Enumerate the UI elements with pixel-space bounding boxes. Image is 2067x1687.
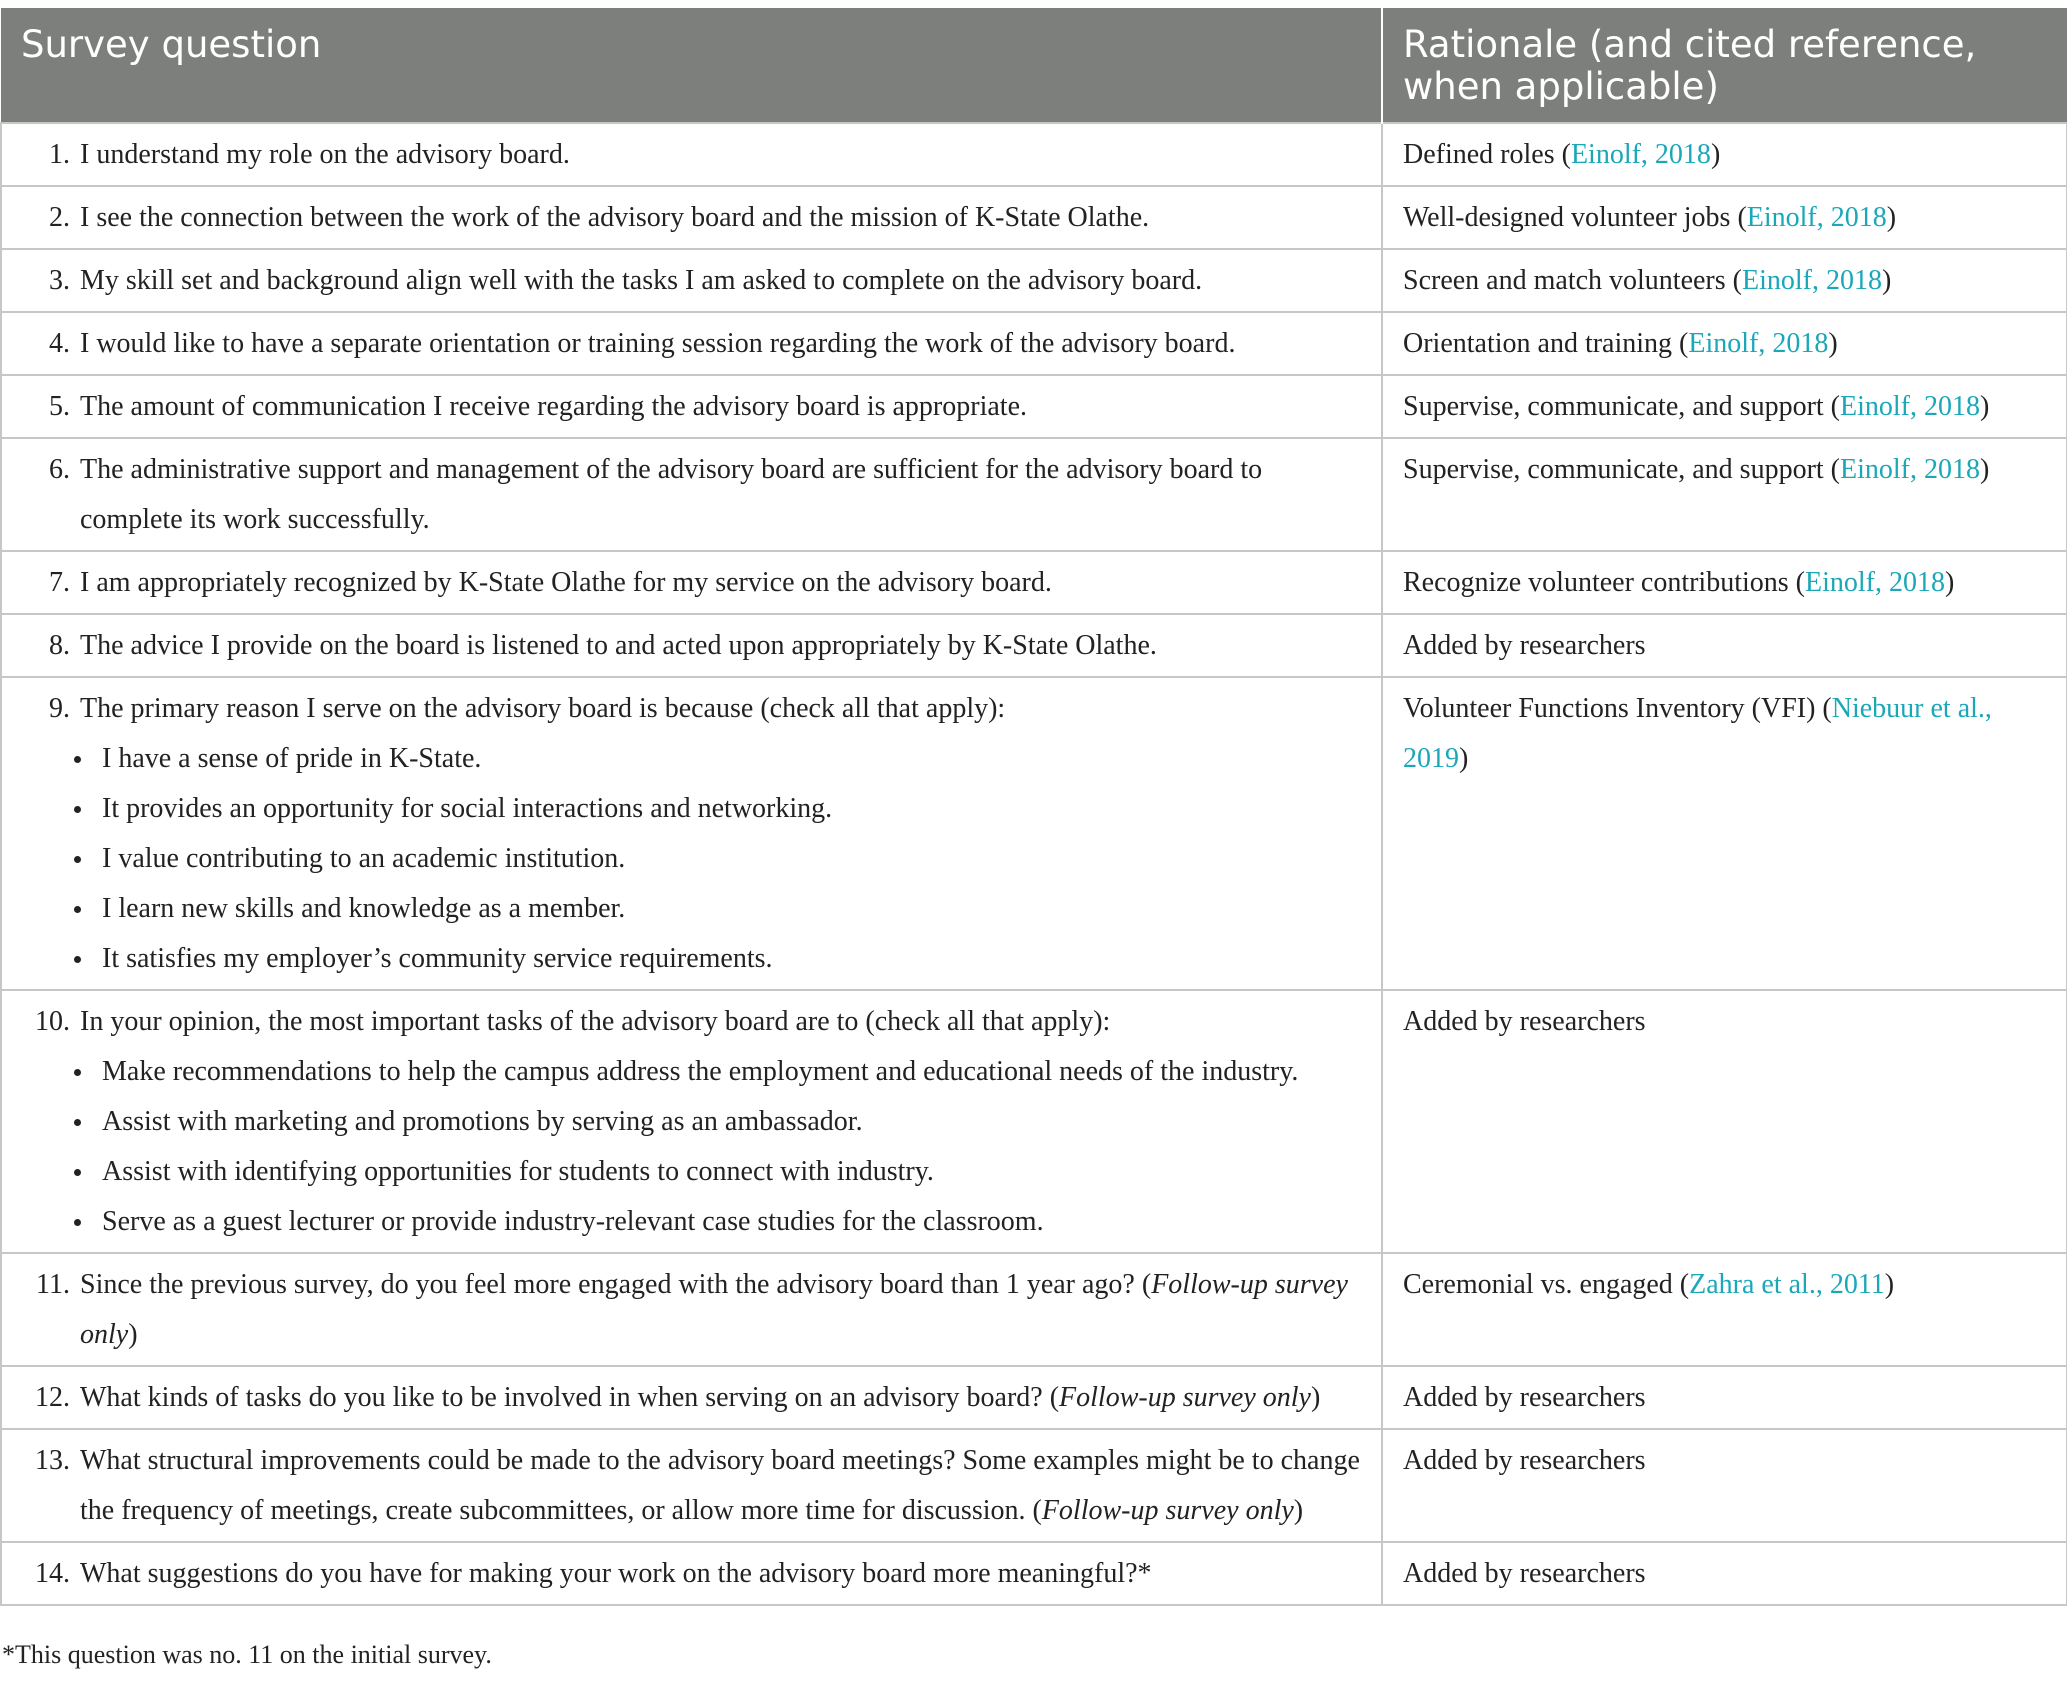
rationale-text: Added by researchers bbox=[1403, 1558, 1646, 1589]
question bbox=[22, 1436, 1361, 1536]
follow-up-note: Follow-up survey only bbox=[1059, 1382, 1311, 1413]
question bbox=[22, 997, 1361, 1047]
question-number: 9. bbox=[49, 693, 70, 724]
question-number: 6. bbox=[49, 454, 70, 485]
table-row bbox=[1, 438, 2067, 551]
question-text-main: In your opinion, the most important tasks of the advisory board are to (check all that apply): bbox=[80, 1006, 1111, 1037]
rationale-cell bbox=[1382, 551, 2067, 614]
rationale-cell bbox=[1382, 375, 2067, 438]
table-row bbox=[1, 990, 2067, 1253]
question-text-end: ) bbox=[1293, 1495, 1304, 1526]
table-row bbox=[1, 123, 2067, 186]
question-text bbox=[80, 445, 1361, 545]
question-number: 8. bbox=[49, 630, 70, 661]
option-item: I learn new skills and knowledge as a member. bbox=[70, 884, 1361, 934]
table-row bbox=[1, 249, 2067, 312]
rationale-text: Orientation and training ( bbox=[1403, 328, 1689, 359]
question-text-main: I would like to have a separate orientation or training session regarding the work of the advisory board. bbox=[80, 328, 1236, 359]
rationale-text-end: ) bbox=[1710, 139, 1721, 170]
survey-table-container bbox=[0, 8, 2066, 1606]
question-cell bbox=[1, 186, 1382, 249]
question-text-main: I understand my role on the advisory board. bbox=[80, 139, 570, 170]
table-body bbox=[1, 123, 2067, 1605]
rationale-text: Supervise, communicate, and support ( bbox=[1403, 391, 1841, 422]
citation-link[interactable]: Einolf, 2018 bbox=[1570, 139, 1711, 170]
rationale-cell bbox=[1382, 249, 2067, 312]
question bbox=[22, 1260, 1361, 1360]
question-number: 11. bbox=[36, 1269, 70, 1300]
question bbox=[22, 684, 1361, 734]
question-number: 7. bbox=[49, 567, 70, 598]
question bbox=[22, 1549, 1361, 1599]
question-text-main: I am appropriately recognized by K-State Olathe for my service on the advisory board. bbox=[80, 567, 1052, 598]
question-cell bbox=[1, 990, 1382, 1253]
question bbox=[22, 558, 1361, 608]
question-cell bbox=[1, 1429, 1382, 1542]
question-number: 14. bbox=[35, 1558, 70, 1589]
table-row bbox=[1, 1542, 2067, 1605]
citation-link[interactable]: Einolf, 2018 bbox=[1840, 391, 1981, 422]
rationale-cell bbox=[1382, 1366, 2067, 1429]
citation-link[interactable]: Niebuur et al., 2019 bbox=[1403, 693, 1992, 774]
option-item: Assist with marketing and promotions by serving as an ambassador. bbox=[70, 1097, 1361, 1147]
question-text-main: The administrative support and management of the advisory board are sufficient for the advisory board to complete its work successfully. bbox=[80, 454, 1263, 535]
rationale-cell bbox=[1382, 186, 2067, 249]
rationale-cell bbox=[1382, 677, 2067, 990]
question-text-main: What suggestions do you have for making your work on the advisory board more meaningful?* bbox=[80, 1558, 1152, 1589]
question-cell bbox=[1, 375, 1382, 438]
question-text bbox=[80, 382, 1361, 432]
question-text bbox=[80, 193, 1361, 243]
question-text-end: ) bbox=[128, 1319, 138, 1350]
rationale-text: Added by researchers bbox=[1403, 1382, 1646, 1413]
rationale-text-end: ) bbox=[1945, 567, 1955, 598]
question-text-end: ) bbox=[1310, 1382, 1321, 1413]
question-text-main: What structural improvements could be made to the advisory board meetings? Some examples might be to change the frequency of meetings, create subcommittees, or allow more time for discussion. ( bbox=[80, 1445, 1360, 1526]
question-number: 4. bbox=[49, 328, 70, 359]
option-item: I have a sense of pride in K-State. bbox=[70, 734, 1361, 784]
rationale-cell bbox=[1382, 1542, 2067, 1605]
citation-link[interactable]: Einolf, 2018 bbox=[1805, 567, 1945, 598]
question-text bbox=[80, 684, 1361, 734]
rationale-cell bbox=[1382, 312, 2067, 375]
rationale-text: Well-designed volunteer jobs ( bbox=[1403, 202, 1747, 233]
rationale-cell bbox=[1382, 438, 2067, 551]
question bbox=[22, 130, 1361, 180]
question bbox=[22, 193, 1361, 243]
question-cell bbox=[1, 312, 1382, 375]
table-row bbox=[1, 1253, 2067, 1366]
column-header-survey-question: Survey question bbox=[1, 8, 1382, 123]
citation-link[interactable]: Einolf, 2018 bbox=[1741, 265, 1882, 296]
rationale-text: Volunteer Functions Inventory (VFI) ( bbox=[1403, 693, 1832, 724]
question-text-main: Since the previous survey, do you feel more engaged with the advisory board than 1 year ago? ( bbox=[80, 1269, 1152, 1300]
question-text bbox=[80, 319, 1361, 369]
question-cell bbox=[1, 551, 1382, 614]
question-cell bbox=[1, 677, 1382, 990]
question bbox=[22, 445, 1361, 545]
question-text bbox=[80, 1436, 1361, 1536]
question-text-main: The amount of communication I receive regarding the advisory board is appropriate. bbox=[80, 391, 1027, 422]
option-item: Assist with identifying opportunities for students to connect with industry. bbox=[70, 1147, 1361, 1197]
option-item: Serve as a guest lecturer or provide industry-relevant case studies for the classroom. bbox=[70, 1197, 1361, 1247]
citation-link[interactable]: Einolf, 2018 bbox=[1746, 202, 1887, 233]
question-cell bbox=[1, 438, 1382, 551]
rationale-text-end: ) bbox=[1884, 1269, 1895, 1300]
question-cell bbox=[1, 614, 1382, 677]
question-text bbox=[80, 997, 1361, 1047]
rationale-text: Screen and match volunteers ( bbox=[1403, 265, 1742, 296]
option-item: I value contributing to an academic institution. bbox=[70, 834, 1361, 884]
rationale-cell bbox=[1382, 1253, 2067, 1366]
rationale-text-end: ) bbox=[1980, 391, 1990, 422]
question-text-main: I see the connection between the work of the advisory board and the mission of K-State Olathe. bbox=[80, 202, 1150, 233]
table-row bbox=[1, 312, 2067, 375]
question-text bbox=[80, 1549, 1361, 1599]
question-text bbox=[80, 1260, 1361, 1360]
question-text-main: The primary reason I serve on the advisory board is because (check all that apply): bbox=[80, 693, 1006, 724]
rationale-cell bbox=[1382, 1429, 2067, 1542]
question-text bbox=[80, 130, 1361, 180]
follow-up-note: Follow-up survey only bbox=[1041, 1495, 1294, 1526]
option-item: Make recommendations to help the campus address the employment and educational needs of the industry. bbox=[70, 1047, 1361, 1097]
question-text bbox=[80, 1373, 1361, 1423]
question-cell bbox=[1, 249, 1382, 312]
citation-link[interactable]: Zahra et al., 2011 bbox=[1689, 1269, 1885, 1300]
rationale-text: Added by researchers bbox=[1403, 630, 1646, 661]
rationale-text: Added by researchers bbox=[1403, 1006, 1646, 1037]
question-text-main: My skill set and background align well with the tasks I am asked to complete on the advisory board. bbox=[80, 265, 1203, 296]
rationale-text-end: ) bbox=[1828, 328, 1838, 359]
rationale-text-end: ) bbox=[1980, 454, 1990, 485]
table-row bbox=[1, 1429, 2067, 1542]
citation-link[interactable]: Einolf, 2018 bbox=[1840, 454, 1981, 485]
table-row bbox=[1, 375, 2067, 438]
question bbox=[22, 621, 1361, 671]
footnote: *This question was no. 11 on the initial survey. bbox=[2, 1640, 492, 1669]
rationale-cell bbox=[1382, 614, 2067, 677]
question-text bbox=[80, 256, 1361, 306]
question-text bbox=[80, 621, 1361, 671]
table-header-row bbox=[1, 8, 2067, 123]
table-row bbox=[1, 1366, 2067, 1429]
option-list bbox=[22, 734, 1361, 984]
question-cell bbox=[1, 1253, 1382, 1366]
question bbox=[22, 319, 1361, 369]
question-cell bbox=[1, 123, 1382, 186]
question-text bbox=[80, 558, 1361, 608]
option-list bbox=[22, 1047, 1361, 1247]
follow-up-note: Follow-up survey only bbox=[80, 1269, 1348, 1350]
rationale-text: Ceremonial vs. engaged ( bbox=[1403, 1269, 1690, 1300]
question-text-main: The advice I provide on the board is listened to and acted upon appropriately by K-State Olathe. bbox=[80, 630, 1157, 661]
question-text-main: What kinds of tasks do you like to be involved in when serving on an advisory board? ( bbox=[80, 1382, 1060, 1413]
column-header-rationale: Rationale (and cited reference, when applicable) bbox=[1382, 8, 2067, 123]
rationale-text-end: ) bbox=[1886, 202, 1897, 233]
question-number: 13. bbox=[35, 1445, 70, 1476]
question bbox=[22, 256, 1361, 306]
question-number: 5. bbox=[49, 391, 70, 422]
citation-link[interactable]: Einolf, 2018 bbox=[1688, 328, 1829, 359]
question-number: 1. bbox=[49, 139, 70, 170]
survey-table bbox=[0, 8, 2067, 1606]
question bbox=[22, 382, 1361, 432]
question-number: 12. bbox=[35, 1382, 70, 1413]
rationale-text: Defined roles ( bbox=[1403, 139, 1571, 170]
rationale-cell bbox=[1382, 123, 2067, 186]
question-number: 3. bbox=[49, 265, 70, 296]
rationale-text: Added by researchers bbox=[1403, 1445, 1646, 1476]
option-item: It satisfies my employer’s community service requirements. bbox=[70, 934, 1361, 984]
rationale-text-end: ) bbox=[1881, 265, 1892, 296]
table-row bbox=[1, 186, 2067, 249]
rationale-text-end: ) bbox=[1459, 743, 1469, 774]
option-item: It provides an opportunity for social interactions and networking. bbox=[70, 784, 1361, 834]
table-row bbox=[1, 614, 2067, 677]
question bbox=[22, 1373, 1361, 1423]
rationale-text: Supervise, communicate, and support ( bbox=[1403, 454, 1841, 485]
question-number: 10. bbox=[35, 1006, 70, 1037]
question-cell bbox=[1, 1542, 1382, 1605]
table-row bbox=[1, 677, 2067, 990]
table-row bbox=[1, 551, 2067, 614]
question-number: 2. bbox=[49, 202, 70, 233]
rationale-text: Recognize volunteer contributions ( bbox=[1403, 567, 1805, 598]
rationale-cell bbox=[1382, 990, 2067, 1253]
question-cell bbox=[1, 1366, 1382, 1429]
